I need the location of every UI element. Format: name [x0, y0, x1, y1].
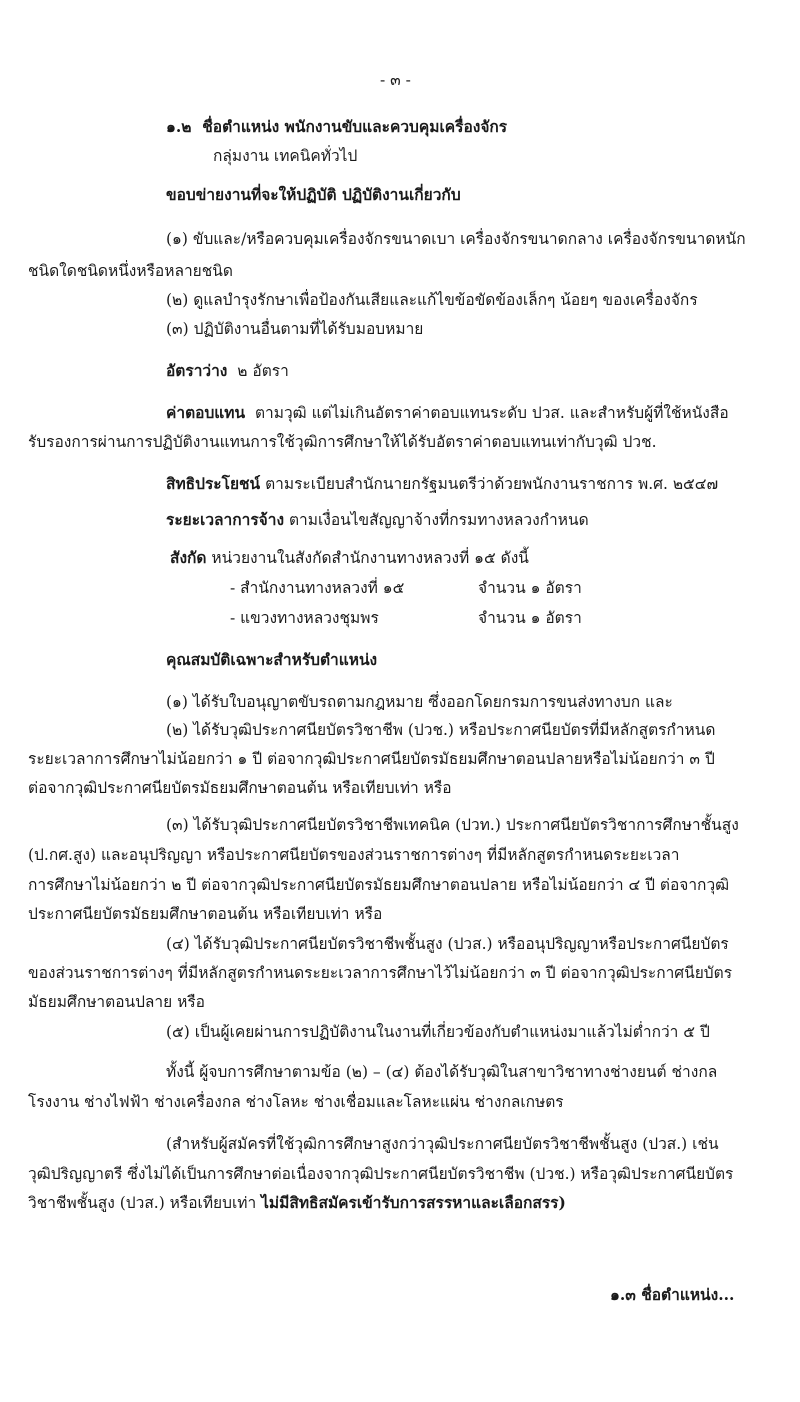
unit-name: - แขวงทางหลวงชุมพร: [230, 609, 379, 627]
unit-name: - สำนักงานทางหลวงที่ ๑๕: [230, 579, 405, 597]
scope-heading: ขอบข่ายงานที่จะให้ปฏิบัติ ปฏิบัติงานเกี่ยวกับ: [166, 185, 461, 204]
unit-count: จำนวน ๑ อัตรา: [478, 579, 582, 597]
compensation-text: ตามวุฒิ แต่ไม่เกินอัตราค่าตอบแทนระดับ ปวส. และสำหรับผู้ที่ใช้หนังสือ: [254, 404, 729, 422]
heading-number: ๑.๒: [166, 117, 192, 136]
qualification-3-line-1: (๓) ได้รับวุฒิประกาศนียบัตรวิชาชีพเทคนิค (ปวท.) ประกาศนียบัตรวิชาการศึกษาชั้นสูง: [166, 816, 739, 834]
qualification-3-line-2: (ป.กศ.สูง) และอนุปริญญา หรือประกาศนียบัตรของส่วนราชการต่างๆ ที่มีหลักสูตรกำหนดระยะเวลา: [28, 846, 680, 864]
remark-line-2: วุฒิปริญญาตรี ซึ่งไม่ได้เป็นการศึกษาต่อเนื่องจากวุฒิประกาศนียบัตรวิชาชีพ (ปวช.) หรือวุฒิประกาศนียบัตร: [28, 1165, 734, 1183]
qualification-2-line-1: (๒) ได้รับวุฒิประกาศนียบัตรวิชาชีพ (ปวช.) หรือประกาศนียบัตรที่มีหลักสูตรกำหนด: [166, 721, 716, 739]
vacancy-line: [166, 361, 289, 381]
scope-item-2: (๒) ดูแลบำรุงรักษาเพื่อป้องกันเสียและแก้ไขข้อขัดข้องเล็กๆ น้อยๆ ของเครื่องจักร: [166, 291, 698, 309]
qualification-3-line-4: ประกาศนียบัตรมัธยมศึกษาตอนต้น หรือเทียบเท่า หรือ: [28, 905, 383, 923]
compensation-label: ค่าตอบแทน: [166, 403, 246, 422]
remark-line-1: (สำหรับผู้สมัครที่ใช้วุฒิการศึกษาสูงกว่าวุฒิประกาศนียบัตรวิชาชีพชั้นสูง (ปวส.) เช่น: [166, 1135, 719, 1153]
position-heading: [166, 117, 507, 137]
affiliation-label: สังกัด: [170, 548, 207, 567]
qualification-1: (๑) ได้รับใบอนุญาตขับรถตามกฎหมาย ซึ่งออกโดยกรมการขนส่งทางบก และ: [166, 693, 673, 711]
scope-item-3: (๓) ปฏิบัติงานอื่นตามที่ได้รับมอบหมาย: [166, 320, 424, 338]
benefits-text: ตามระเบียบสำนักนายกรัฐมนตรีว่าด้วยพนักงานราชการ พ.ศ. ๒๕๔๗: [265, 475, 719, 493]
vacancy-label: อัตราว่าง: [166, 361, 228, 380]
note-line-2: โรงงาน ช่างไฟฟ้า ช่างเครื่องกล ช่างโลหะ ช่างเชื่อมและโลหะแผ่น ช่างกลเกษตร: [28, 1093, 564, 1111]
qualifications-heading: คุณสมบัติเฉพาะสำหรับตำแหน่ง: [166, 650, 378, 669]
remark-line-3-part-a: วิชาชีพชั้นสูง (ปวส.) หรือเทียบเท่า: [28, 1194, 257, 1212]
duration-label: ระยะเวลาการจ้าง: [166, 510, 285, 529]
qualification-3-line-3: การศึกษาไม่น้อยกว่า ๒ ปี ต่อจากวุฒิประกาศนียบัตรมัธยมศึกษาตอนปลาย หรือไม่น้อยกว่า ๔ ปี ต่อจากวุฒิ: [28, 876, 730, 894]
heading-label: ชื่อตำแหน่ง: [202, 117, 280, 136]
benefits-line: [166, 474, 718, 494]
qualification-2-line-3: ต่อจากวุฒิประกาศนียบัตรมัธยมศึกษาตอนต้น หรือเทียบเท่า หรือ: [28, 779, 452, 797]
affiliation-line: [170, 548, 529, 568]
qualification-4-line-1: (๔) ได้รับวุฒิประกาศนียบัตรวิชาชีพชั้นสูง (ปวส.) หรืออนุปริญญาหรือประกาศนียบัตร: [166, 935, 729, 953]
scope-item-1-line-2: ชนิดใดชนิดหนึ่งหรือหลายชนิด: [28, 262, 233, 280]
remark-line-3-part-b: ไม่มีสิทธิสมัครเข้ารับการสรรหาและเลือกสรร): [261, 1193, 566, 1212]
affiliation-text: หน่วยงานในสังกัดสำนักงานทางหลวงที่ ๑๕ ดังนี้: [211, 549, 529, 567]
remark-line-3: [28, 1193, 566, 1213]
duration-text: ตามเงื่อนไขสัญญาจ้างที่กรมทางหลวงกำหนด: [288, 511, 589, 529]
scope-item-1-line-1: (๑) ขับและ/หรือควบคุมเครื่องจักรขนาดเบา เครื่องจักรขนาดกลาง เครื่องจักรขนาดหนัก: [166, 230, 746, 248]
qualification-2-line-2: ระยะเวลาการศึกษาไม่น้อยกว่า ๑ ปี ต่อจากวุฒิประกาศนียบัตรมัธยมศึกษาตอนปลายหรือไม่น้อยกว่า ๓ ปี: [28, 750, 715, 768]
qualification-5: (๕) เป็นผู้เคยผ่านการปฏิบัติงานในงานที่เกี่ยวข้องกับตำแหน่งมาแล้วไม่ต่ำกว่า ๕ ปี: [166, 1023, 710, 1041]
heading-title: พนักงานขับและควบคุมเครื่องจักร: [284, 117, 508, 136]
note-line-1: ทั้งนี้ ผู้จบการศึกษาตามข้อ (๒) – (๔) ต้องได้รับวุฒิในสาขาวิชาทางช่างยนต์ ช่างกล: [166, 1063, 718, 1081]
next-page-indicator: ๑.๓ ชื่อตำแหน่ง...: [610, 1285, 735, 1304]
page-number: - ๓ -: [380, 71, 411, 89]
duration-line: [166, 510, 589, 530]
vacancy-value: ๒ อัตรา: [237, 362, 289, 380]
unit-count: จำนวน ๑ อัตรา: [478, 609, 582, 627]
position-group: กลุ่มงาน เทคนิคทั่วไป: [213, 147, 358, 165]
compensation-line-1: [166, 403, 729, 423]
compensation-line-2: รับรองการผ่านการปฏิบัติงานแทนการใช้วุฒิการศึกษาให้ได้รับอัตราค่าตอบแทนเท่ากับวุฒิ ปวช.: [28, 433, 657, 451]
benefits-label: สิทธิประโยชน์: [166, 474, 261, 493]
qualification-4-line-3: มัธยมศึกษาตอนปลาย หรือ: [28, 993, 205, 1011]
qualification-4-line-2: ของส่วนราชการต่างๆ ที่มีหลักสูตรกำหนดระยะเวลาการศึกษาไว้ไม่น้อยกว่า ๓ ปี ต่อจากวุฒิประกาศนียบัตร: [28, 964, 733, 982]
